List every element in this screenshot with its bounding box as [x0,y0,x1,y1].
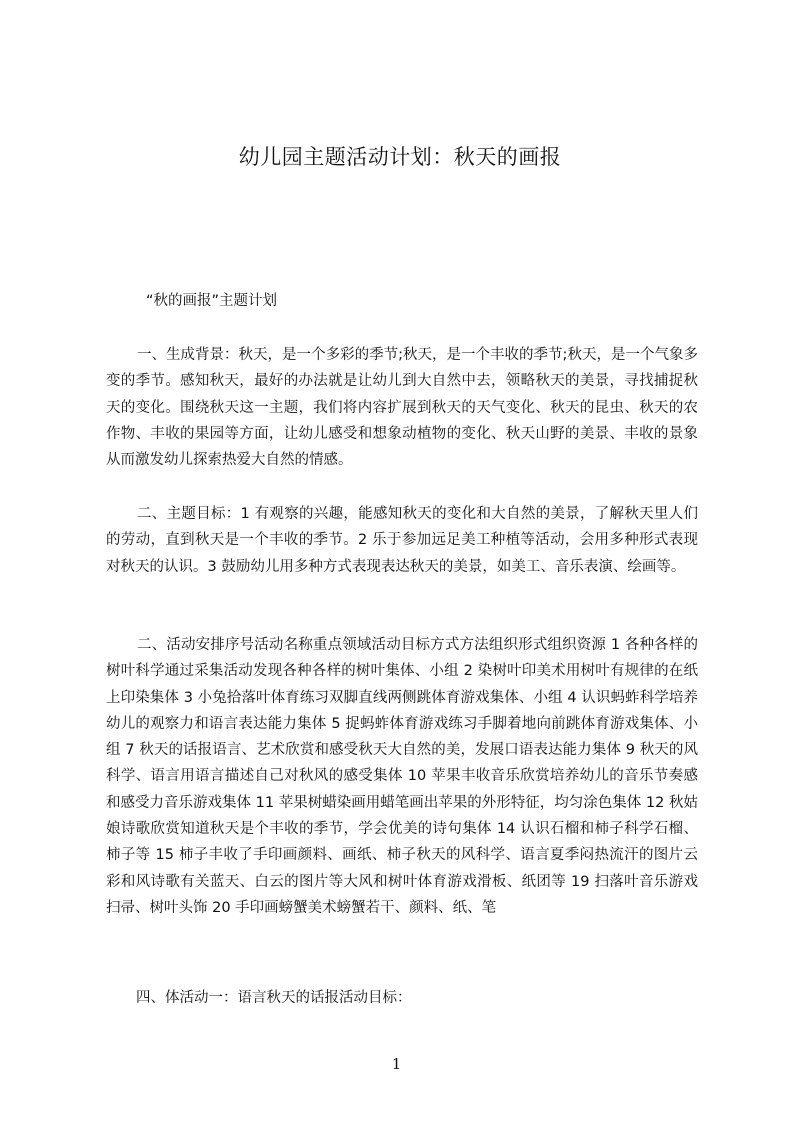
paragraph-schedule: 二、活动安排序号活动名称重点领域活动目标方式方法组织形式组织资源 1 各种各样的树叶科学通过采集活动发现各种各样的树叶集体、小组 2 染树叶印美术用树叶有规律的在纸上印染集体 3 小兔拾落叶体育练习双脚直线两侧跳体育游戏集体、小组 4 认识蚂蚱科学培养幼儿的观察力和语言表达能力集体 5 捉蚂蚱体育游戏练习手脚着地向前跳体育游戏集体、小组 7 秋天的话报语言、艺术欣赏和感受秋天大自然的美，发展口语表达能力集体 9 秋天的风科学、语言用语言描述自己对秋风的感受集体 10 苹果丰收音乐欣赏培养幼儿的音乐节奏感和感受力音乐游戏集体 11 苹果树蜡染画用蜡笔画出苹果的外形特征，均匀涂色集体 12 秋姑娘诗歌欣赏知道秋天是个丰收的季节，学会优美的诗句集体 14 认识石榴和柿子科学石榴、柿子等 15 柿子丰收了手印画颜料、画纸、柿子秋天的风科学、语言夏季闷热流汗的图片云彩和风诗歌有关蓝天、白云的图片等大风和树叶体育游戏滑板、纸团等 19 扫落叶音乐游戏扫帚、树叶头饰 20 手印画螃蟹美术螃蟹若干、颜料、纸、笔 [106,637,698,916]
paragraph-goals: 二、主题目标：1 有观察的兴趣，能感知秋天的变化和大自然的美景，了解秋天里人们的劳动，直到秋天是一个丰收的季节。2 乐于参加远足美工种植等活动，会用多种形式表现对秋天的认识。3 鼓励幼儿用多种方式表现表达秋天的美景，如美工、音乐表演、绘画等。 [106,506,698,575]
paragraph-activity-one: 四、体活动一：语言秋天的话报活动目标： [136,990,412,1006]
plan-subtitle: “秋的画报”主题计划 [146,293,278,309]
paragraph-background: 一、生成背景：秋天，是一个多彩的季节;秋天，是一个丰收的季节;秋天，是一个气象多变的季节。感知秋天，最好的办法就是让幼儿到大自然中去，领略秋天的美景，寻找捕捉秋天的变化。围绕秋天这一主题，我们将内容扩展到秋天的天气变化、秋天的昆虫、秋天的农作物、丰收的果园等方面，让幼儿感受和想象动植物的变化、秋天山野的美景、丰收的景象从而激发幼儿探索热爱大自然的情感。 [106,347,698,469]
document-title: 幼儿园主题活动计划：秋天的画报 [238,145,562,169]
page-number: 1 [391,1055,402,1073]
